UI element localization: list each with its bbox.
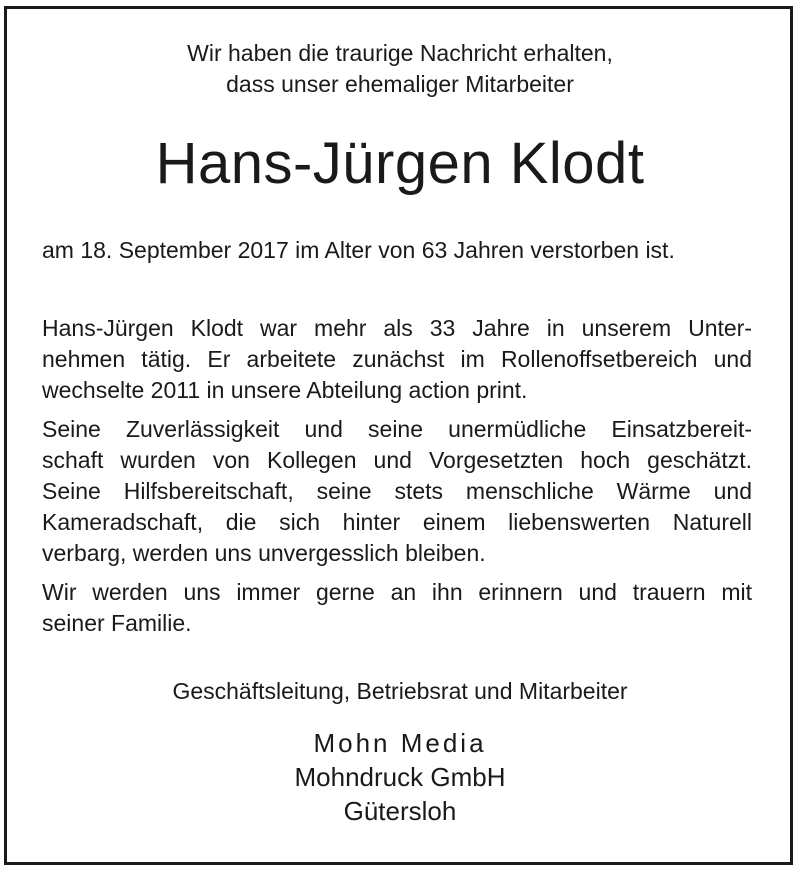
- paragraph: [42, 414, 752, 569]
- death-date-line: am 18. September 2017 im Alter von 63 Jahren verstorben ist.: [42, 237, 675, 263]
- signers-line: Geschäftsleitung, Betriebsrat und Mitarbeiter: [172, 678, 628, 704]
- deceased-name: Hans-Jürgen Klodt: [155, 131, 645, 196]
- tribute-text: [42, 313, 752, 647]
- text-line: nehmen tätig. Er arbeitete zunächst im Rollenoffsetbereich und: [42, 346, 752, 372]
- company-name: Mohndruck GmbH: [294, 762, 506, 792]
- paragraph: [42, 577, 752, 639]
- text-line: wechselte 2011 in unsere Abteilung action print.: [42, 377, 528, 403]
- intro-line: Wir haben die traurige Nachricht erhalten,: [187, 40, 613, 66]
- text-line: Hans-Jürgen Klodt war mehr als 33 Jahre in unserem Unter-: [42, 315, 752, 341]
- company-city: Gütersloh: [343, 796, 457, 826]
- text-line: schaft wurden von Kollegen und Vorgesetzten hoch geschätzt.: [42, 447, 752, 473]
- company-brand: Mohn Media: [313, 728, 487, 758]
- text-line: Seine Zuverlässigkeit und seine unermüdliche Einsatzbereit-: [42, 416, 752, 442]
- text-line: Seine Hilfsbereitschaft, seine stets menschliche Wärme und: [42, 478, 752, 504]
- intro-text: [0, 38, 800, 100]
- text-line: seiner Familie.: [42, 610, 192, 636]
- text-line: Kameradschaft, die sich hinter einem liebenswerten Naturell: [42, 509, 752, 535]
- text-line: verbarg, werden uns unvergesslich bleiben.: [42, 540, 486, 566]
- company-block: [0, 726, 800, 828]
- paragraph: [42, 313, 752, 406]
- intro-line: dass unser ehemaliger Mitarbeiter: [226, 71, 574, 97]
- text-line: Wir werden uns immer gerne an ihn erinnern und trauern mit: [42, 579, 752, 605]
